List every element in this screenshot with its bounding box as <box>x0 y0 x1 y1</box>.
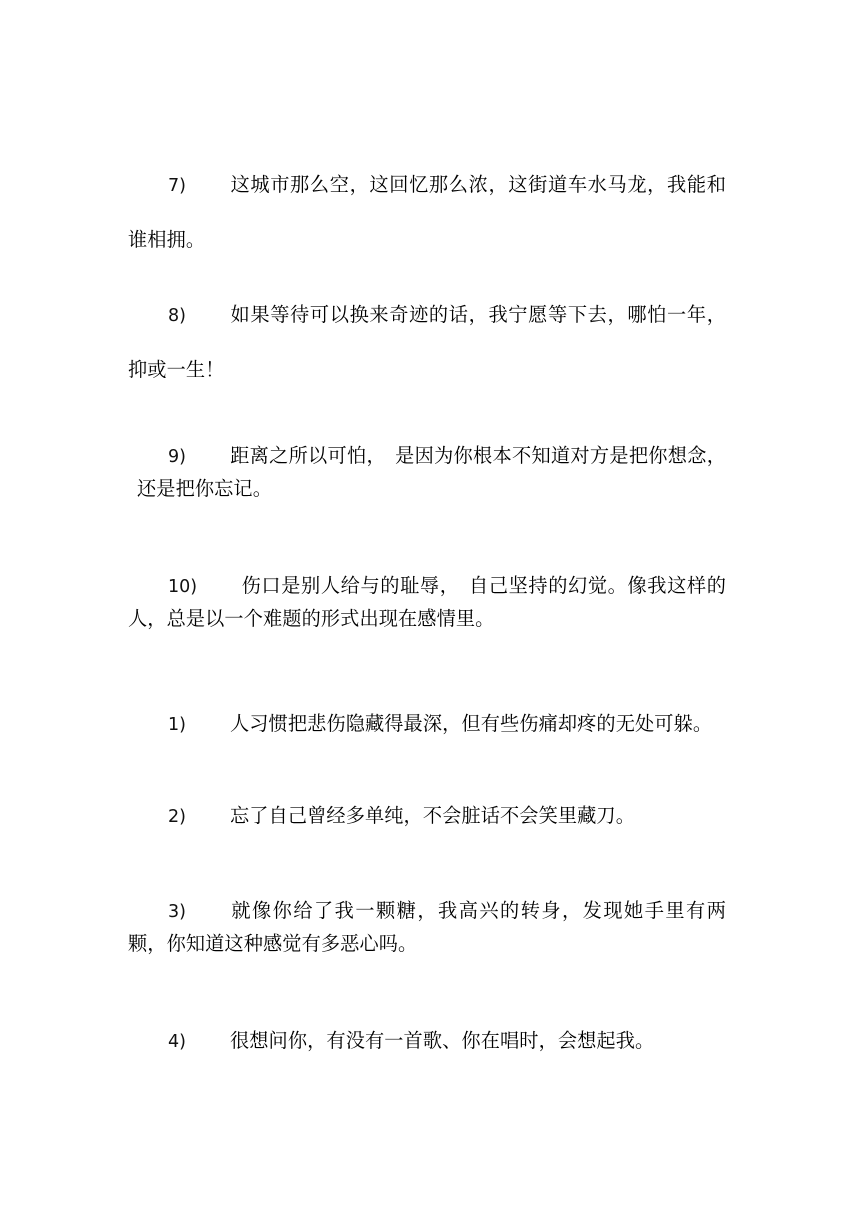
list-item-text-part-3: 还是把你忘记。 <box>137 477 273 500</box>
list-item-text: 忘了自己曾经多单纯，不会脏话不会笑里藏刀。 <box>229 804 636 827</box>
list-item-text: 人习惯把悲伤隐藏得最深，但有些伤痛却疼的无处可躲。 <box>229 712 713 735</box>
list-item-number: 4) <box>168 1032 186 1052</box>
list-item <box>128 570 726 634</box>
list-item-text: 这城市那么空，这回忆那么浓，这街道车水马龙，我能和谁相拥。 <box>128 173 726 251</box>
list-item <box>128 800 726 833</box>
list-item <box>128 288 726 397</box>
list-item-text-part-2: 自己坚持的幻觉。像我这样的人，总是以一个难题的形式出现在感情里。 <box>128 574 726 630</box>
list-item <box>128 1025 726 1058</box>
list-item <box>128 895 726 959</box>
list-item-number: 8) <box>168 306 186 326</box>
list-item-number: 7) <box>168 176 186 196</box>
list-item <box>128 708 726 741</box>
list-item-text: 如果等待可以换来奇迹的话，我宁愿等下去，哪怕一年，抑或一生！ <box>128 303 726 381</box>
list-item-text: 很想问你，有没有一首歌、你在唱时，会想起我。 <box>229 1029 655 1052</box>
list-item-number: 1) <box>168 715 186 735</box>
list-item-number: 3) <box>168 902 186 922</box>
list-item-text: 就像你给了我一颗糖，我高兴的转身，发现她手里有两颗，你知道这种感觉有多恶心吗。 <box>128 899 726 955</box>
list-item-number: 2) <box>168 807 186 827</box>
list-item-text-part-2: 是因为你根本不知道对方是把你想念， <box>394 444 726 467</box>
list-item-text-part-1: 伤口是别人给与的耻辱， <box>241 574 460 597</box>
list-item-text-part-1: 距离之所以可怕， <box>229 444 386 467</box>
list-item <box>128 158 726 267</box>
list-item-number: 10) <box>168 577 198 597</box>
list-item <box>128 440 726 504</box>
list-item-number: 9) <box>168 447 186 467</box>
